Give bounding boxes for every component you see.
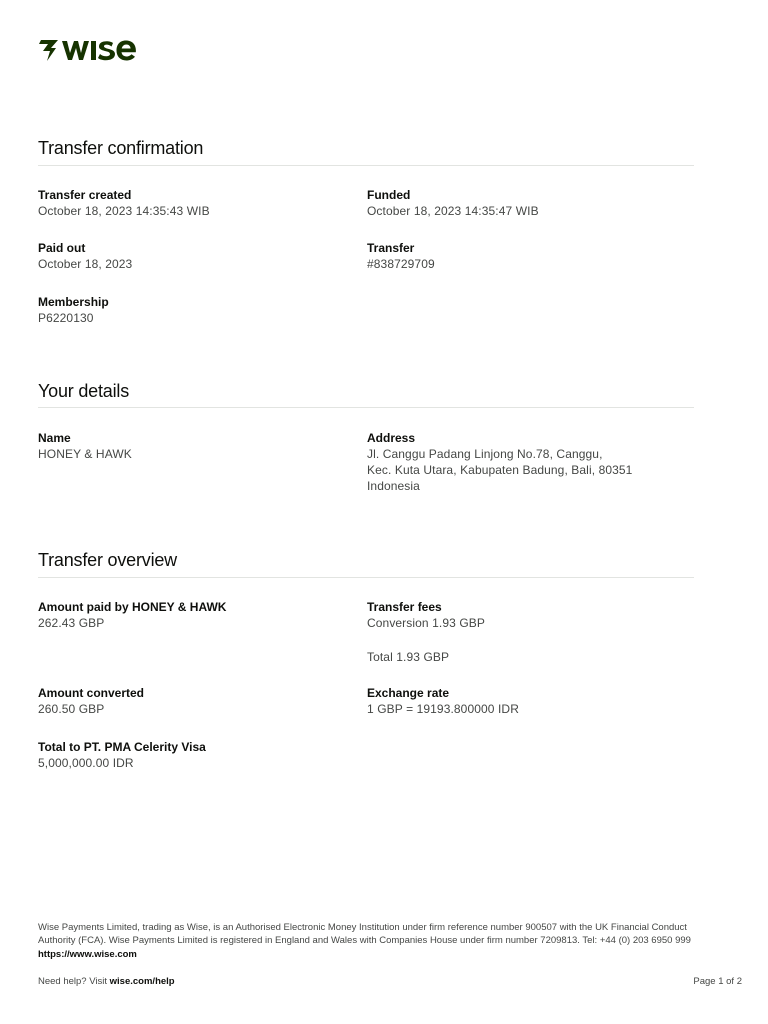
field-funded <box>367 187 687 219</box>
field-label: Transfer fees <box>367 600 442 614</box>
help-line <box>38 976 175 987</box>
field-exchange-rate <box>367 685 687 717</box>
help-link[interactable]: wise.com/help <box>109 976 175 987</box>
field-label: Paid out <box>38 241 86 255</box>
field-value: #838729709 <box>367 257 435 271</box>
field-value: October 18, 2023 14:35:47 WIB <box>367 204 539 218</box>
help-prefix: Need help? Visit <box>38 976 108 987</box>
field-label: Total to PT. PMA Celerity Visa <box>38 740 206 754</box>
field-value: 1 GBP = 19193.800000 IDR <box>367 702 519 716</box>
footer-legal-text <box>38 921 698 961</box>
wise-logo-icon <box>38 34 152 64</box>
website-link[interactable]: https://www.wise.com <box>38 948 137 960</box>
section-title-transfer-overview: Transfer overview <box>38 550 177 570</box>
field-transfer-fees <box>367 599 687 665</box>
field-amount-converted <box>38 685 358 717</box>
field-label: Transfer created <box>38 188 132 202</box>
page-number: Page 1 of 2 <box>693 976 742 987</box>
field-label: Exchange rate <box>367 686 450 700</box>
field-membership <box>38 294 358 326</box>
field-amount-paid <box>38 599 358 631</box>
field-value: P6220130 <box>38 311 94 325</box>
wise-logo <box>38 34 152 64</box>
field-value: 5,000,000.00 IDR <box>38 756 134 770</box>
field-label: Membership <box>38 295 109 309</box>
section-title-transfer-confirmation: Transfer confirmation <box>38 138 204 158</box>
address-line-2: Kec. Kuta Utara, Kabupaten Badung, Bali, 80351 <box>367 463 633 477</box>
field-address <box>367 430 687 494</box>
field-transfer-created <box>38 187 358 219</box>
field-value: 260.50 GBP <box>38 702 105 716</box>
fee-conversion: Conversion 1.93 GBP <box>367 616 485 630</box>
field-value: October 18, 2023 14:35:43 WIB <box>38 204 210 218</box>
field-label: Transfer <box>367 241 415 255</box>
field-total-to-recipient <box>38 739 358 771</box>
section-divider <box>38 577 694 578</box>
section-divider <box>38 407 694 408</box>
address-line-3: Indonesia <box>367 479 420 493</box>
legal-text: Wise Payments Limited, trading as Wise, is an Authorised Electronic Money Institution under firm reference number 900507 with the UK Financial Conduct Authority (FCA). Wise Payments Limited is registered in England and Wales with Companies House under firm number 7209813. Tel: +44 (0) 203 6950 999 <box>38 922 691 947</box>
field-label: Amount converted <box>38 686 145 700</box>
field-label: Address <box>367 431 416 445</box>
field-value: HONEY & HAWK <box>38 447 132 461</box>
address-line-1: Jl. Canggu Padang Linjong No.78, Canggu, <box>367 447 603 461</box>
field-name <box>38 430 358 462</box>
field-transfer-id <box>367 240 687 272</box>
field-label: Name <box>38 431 71 445</box>
section-title-your-details: Your details <box>38 381 130 401</box>
field-paid-out <box>38 240 358 272</box>
field-label: Funded <box>367 188 411 202</box>
field-label: Amount paid by HONEY & HAWK <box>38 600 227 614</box>
field-value: 262.43 GBP <box>38 616 105 630</box>
field-value: October 18, 2023 <box>38 257 133 271</box>
section-divider <box>38 165 694 166</box>
fee-total: Total 1.93 GBP <box>367 650 450 664</box>
